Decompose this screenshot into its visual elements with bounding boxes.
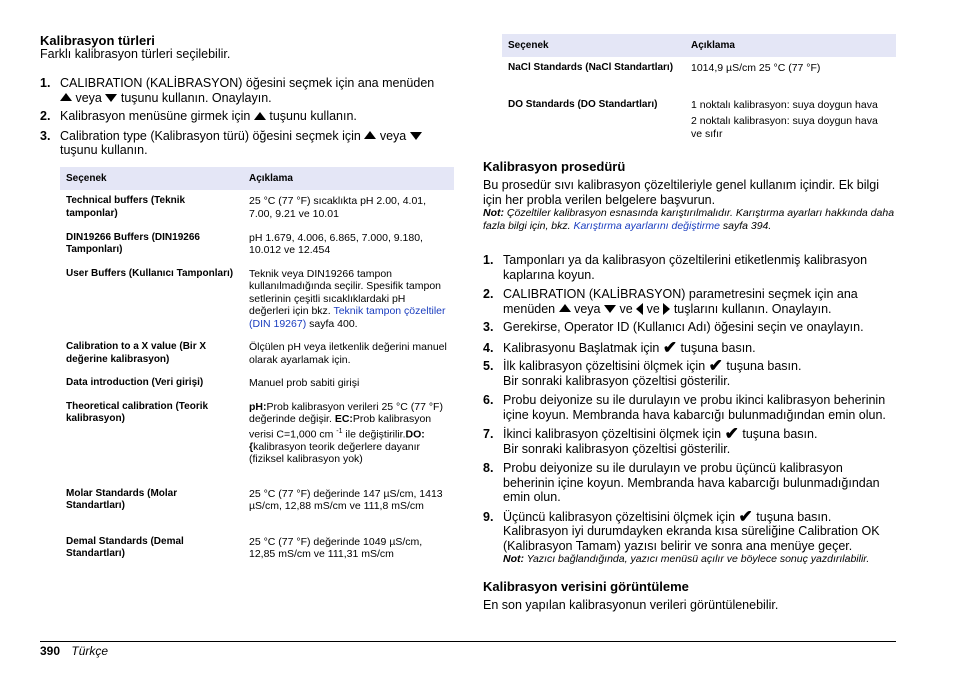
col-header-option: Seçenek	[502, 34, 685, 57]
table-row: Molar Standards (Molar Standartları) 25 °C (77 °F) değerinde 147 µS/cm, 1413 µS/cm, 12,88 mS/cm ve 111,8 mS/cm	[60, 482, 454, 530]
procedure-steps	[483, 253, 896, 566]
proc-step-3: 3. Gerekirse, Operator ID (Kullanıcı Adı) öğesini seçin ve onaylayın.	[483, 320, 864, 334]
right-arrow-icon	[663, 303, 670, 315]
link-technical-buffer[interactable]: Teknik tampon çözeltiler (DIN 19267)	[249, 305, 446, 330]
up-arrow-icon	[559, 304, 571, 312]
calibration-procedure-heading: Kalibrasyon prosedürü	[483, 159, 626, 174]
view-calibration-heading: Kalibrasyon verisini görüntüleme	[483, 579, 689, 594]
table-row: DIN19266 Buffers (DIN19266 Tamponları) pH 1.679, 4.006, 6.865, 7.000, 9.180, 10.012 ve 12.454	[60, 226, 454, 262]
standards-table	[502, 34, 896, 146]
left-step-1: 1. CALIBRATION (KALİBRASYON) öğesini seçmek için ana menüden veya tuşunu kullanın. Onaylayın.	[40, 76, 435, 105]
table-row: Demal Standards (Demal Standartları) 25 °C (77 °F) değerinde 1049 µS/cm, 12,85 mS/cm ve 111,31 mS/cm	[60, 530, 454, 566]
table-row: Data introduction (Veri girişi) Manuel prob sabiti girişi	[60, 372, 454, 396]
left-step-3: 3. Calibration type (Kalibrasyon türü) öğesini seçmek için veya tuşunu kullanın.	[40, 129, 455, 158]
down-arrow-icon	[410, 132, 422, 140]
standards-table-wrap	[502, 34, 896, 146]
footer-language: Türkçe	[71, 644, 109, 658]
up-arrow-icon	[254, 112, 266, 120]
calibration-types-table-wrap	[60, 167, 454, 567]
table-row: Calibration to a X value (Bir X değerine kalibrasyon) Ölçülen pH veya iletkenlik değerini manuel olarak ayarlamak için.	[60, 336, 454, 372]
up-arrow-icon	[364, 131, 376, 139]
calibration-procedure-intro: Bu prosedür sıvı kalibrasyon çözeltileriyle genel kullanım içindir. Ek bilgi için her probla verilen belgelere başvurun.	[483, 178, 880, 207]
printer-note: Not: Yazıcı bağlandığında, yazıcı menüsü açılır ve böylece sonuç yazdırılabilir.	[503, 553, 870, 565]
footer-rule	[40, 641, 896, 642]
proc-step-4: 4. Kalibrasyonu Başlatmak için ✔ tuşuna basın.	[483, 337, 756, 357]
check-icon: ✔	[662, 337, 678, 357]
check-icon: ✔	[724, 424, 739, 443]
down-arrow-icon	[105, 94, 117, 102]
table-row: NaCl Standards (NaCl Standartları) 1014,9 µS/cm 25 °C (77 °F)	[502, 57, 896, 93]
proc-step-1: 1. Tamponları ya da kalibrasyon çözeltilerini etiketlenmiş kalibrasyon kaplarına koyun.	[483, 253, 868, 282]
proc-step-8: 8. Probu deiyonize su ile durulayın ve probu üçüncü kalibrasyon beherinin içine koyun. Membranda hava kabarcığı bulunmadığından emin olun.	[483, 461, 880, 504]
left-arrow-icon	[636, 303, 643, 315]
up-arrow-icon	[60, 93, 72, 101]
down-arrow-icon	[604, 305, 616, 313]
calibration-types-table	[60, 167, 454, 567]
left-step-2: 2. Kalibrasyon menüsüne girmek için tuşunu kullanın.	[40, 109, 357, 123]
check-icon: ✔	[708, 356, 723, 375]
check-icon: ✔	[738, 506, 753, 526]
table-row: Theoretical calibration (Teorik kalibrasyon) pH:Prob kalibrasyon verileri 25 °C (77 °F) değerinde değişir. EC:Prob kalibrasyon verisi C=1,000 cm $^{-1}$ ile değiştirilir.DO:{kalibrasyon teorik değerlere dayanır (fiziksel kalibrasyon yok)	[60, 395, 454, 482]
calibration-types-heading: Kalibrasyon türleri	[40, 33, 155, 48]
proc-step-2: 2. CALIBRATION (KALİBRASYON) parametresini seçmek için ana menüden veya ve ve tuşlarını kullanın. Onaylayın.	[483, 287, 858, 316]
proc-step-6: 6. Probu deiyonize su ile durulayın ve probu ikinci kalibrasyon beherinin içine koyun. Membranda hava kabarcığı bulunmadığından emin olun.	[483, 393, 886, 422]
link-stirring-settings[interactable]: Karıştırma ayarlarını değiştirme	[573, 219, 720, 232]
table-row: DO Standards (DO Standartları) 1 noktalı kalibrasyon: suya doygun hava 2 noktalı kalibrasyon: suya doygun hava ve sıfır	[502, 93, 896, 146]
left-steps	[40, 76, 455, 158]
col-header-description: Açıklama	[685, 34, 896, 57]
table-row: User Buffers (Kullanıcı Tamponları) Teknik veya DIN19266 tampon kullanılmadığında seçilir. Spesifik tampon setlerinin çeşitli sıcaklıklardaki pH değerleri için bkz. Teknik tampon çözeltiler (DIN 19267) sayfa 400.	[60, 262, 454, 336]
procedure-note: Not: Çözeltiler kalibrasyon esnasında karıştırılmalıdır. Karıştırma ayarları hakkında daha fazla bilgi için, bkz. Karıştırma ayarlarını değiştirme sayfa 394.	[483, 207, 895, 232]
calibration-types-intro: Farklı kalibrasyon türleri seçilebilir.	[40, 47, 231, 61]
view-calibration-text: En son yapılan kalibrasyonun verileri görüntülenebilir.	[483, 598, 779, 612]
page-footer	[40, 644, 108, 658]
col-header-option: Seçenek	[60, 167, 243, 190]
table-row: Technical buffers (Teknik tamponlar) 25 °C (77 °F) sıcaklıkta pH 2.00, 4.01, 7.00, 9.21 ve 10.01	[60, 190, 454, 226]
col-header-description: Açıklama	[243, 167, 454, 190]
proc-step-5: 5. İlk kalibrasyon çözeltisini ölçmek için ✔ tuşuna basın. Bir sonraki kalibrasyon çözeltisi gösterilir.	[483, 356, 802, 388]
proc-step-7: 7. İkinci kalibrasyon çözeltisini ölçmek için ✔ tuşuna basın. Bir sonraki kalibrasyon çözeltisi gösterilir.	[483, 424, 818, 456]
page-number: 390	[40, 644, 61, 658]
proc-step-9: 9. Üçüncü kalibrasyon çözeltisini ölçmek için ✔ tuşuna basın. Kalibrasyon iyi durumdayken ekranda kısa süreliğine Calibration OK (Kalibrasyon Tamam) yazısı belirir ve sonra ana menüye geçer. Not: Yazıcı bağlandığında, yazıcı menüsü açılır ve böylece sonuç yazdırılabilir.	[483, 510, 896, 566]
